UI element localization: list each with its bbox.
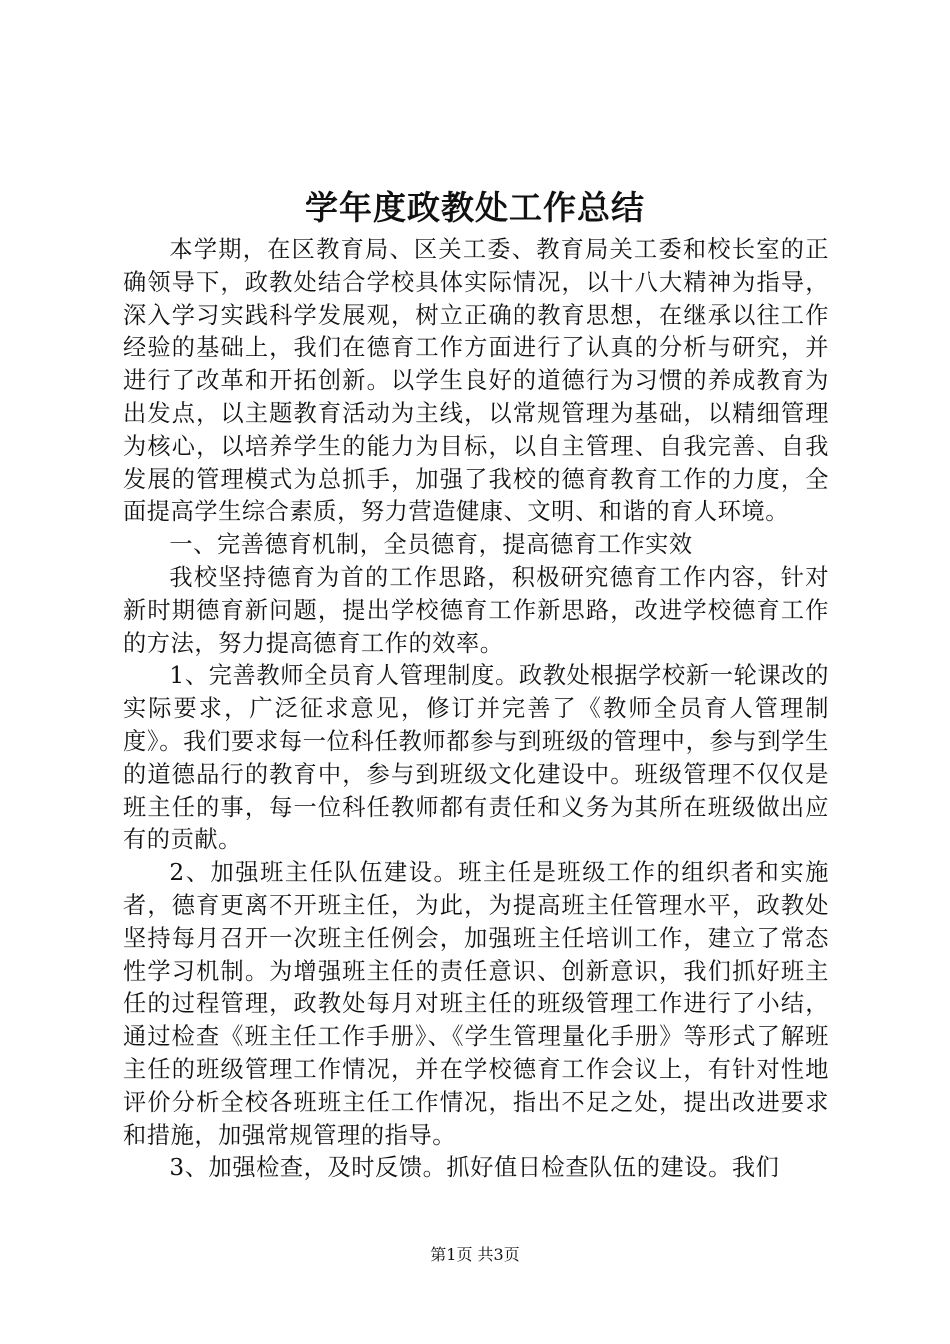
paragraph-intro: 本学期，在区教育局、区关工委、教育局关工委和校长室的正确领导下，政教处结合学校具体实际情况，以十八大精神为指导，深入学习实践科学发展观，树立正确的教育思想，在继承以往工作经验的基础上，我们在德育工作方面进行了认真的分析与研究，并进行了改革和开拓创新。以学生良好的道德行为习惯的养成教育为出发点，以主题教育活动为主线，以常规管理为基础，以精细管理为核心，以培养学生的能力为目标，以自主管理、自我完善、自我发展的管理模式为总抓手，加强了我校的德育教育工作的力度，全面提高学生综合素质，努力营造健康、文明、和谐的育人环境。: [123, 236, 829, 526]
page-footer: 第1页 共3页: [430, 1245, 520, 1264]
paragraph-item-2: 2、加强班主任队伍建设。班主任是班级工作的组织者和实施者，德育更离不开班主任，为此，为提高班主任管理水平，政教处坚持每月召开一次班主任例会，加强班主任培训工作，建立了常态性学习机制。为增强班主任的责任意识、创新意识，我们抓好班主任的过程管理，政教处每月对班主任的班级管理工作进行了小结，通过检查《班主任工作手册》、《学生管理量化手册》等形式了解班主任的班级管理工作情况，并在学校德育工作会议上，有针对性地评价分析全校各班班主任工作情况，指出不足之处，提出改进要求和措施，加强常规管理的指导。: [123, 859, 829, 1149]
paragraph-item-3: 3、加强检查，及时反馈。抓好值日检查队伍的建设。我们: [169, 1154, 780, 1182]
paragraph-item-1: 1、完善教师全员育人管理制度。政教处根据学校新一轮课改的实际要求，广泛征求意见，修订并完善了《教师全员育人管理制度》。我们要求每一位科任教师都参与到班级的管理中，参与到学生的道德品行的教育中，参与到班级文化建设中。班级管理不仅仅是班主任的事，每一位科任教师都有责任和义务为其所在班级做出应有的贡献。: [123, 662, 829, 854]
document-body: [123, 234, 829, 1185]
section-heading-1: 一、完善德育机制，全员德育，提高德育工作实效: [169, 531, 693, 559]
paragraph-section-1: 我校坚持德育为首的工作思路，积极研究德育工作内容，针对新时期德育新问题，提出学校德育工作新思路，改进学校德育工作的方法，努力提高德育工作的效率。: [123, 563, 829, 657]
document-title: 学年度政教处工作总结: [305, 188, 645, 227]
